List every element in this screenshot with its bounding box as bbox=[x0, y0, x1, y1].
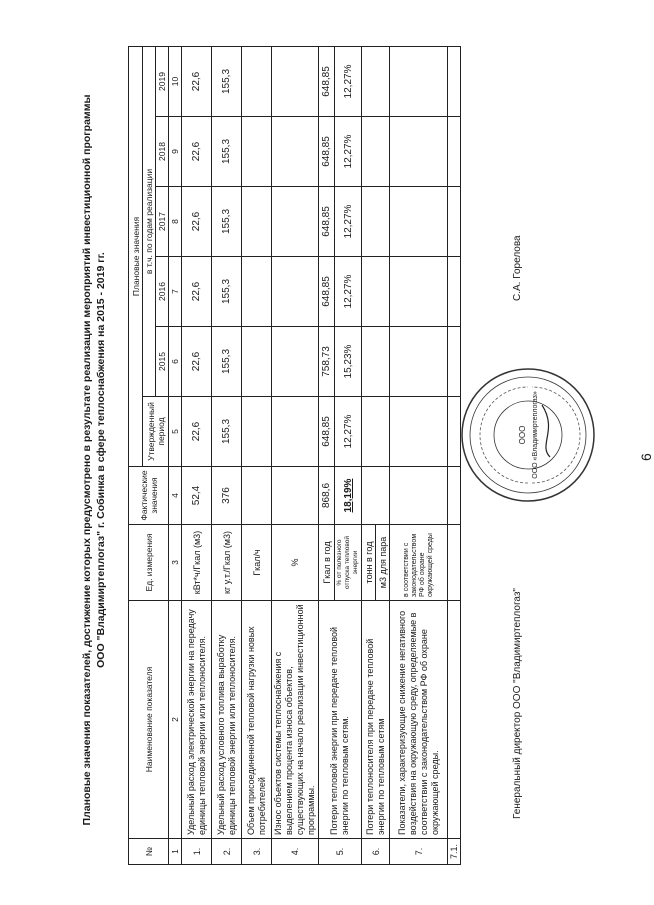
row-year-value: 648,85 bbox=[319, 46, 335, 116]
row-year-value bbox=[242, 187, 272, 257]
row-year-value bbox=[448, 46, 461, 116]
row-num: 2. bbox=[212, 839, 242, 865]
row-actual: 52,4 bbox=[182, 467, 212, 525]
row-year-value bbox=[242, 257, 272, 327]
row-year-value: 648,85 bbox=[319, 257, 335, 327]
header-unit: Ед. измерения bbox=[129, 525, 169, 601]
table-row bbox=[212, 46, 242, 864]
row-year-value bbox=[448, 187, 461, 257]
row-year-value bbox=[242, 327, 272, 397]
row-year-value bbox=[272, 46, 319, 116]
header-name: Наименование показателя bbox=[129, 601, 169, 839]
row-year-value bbox=[390, 257, 448, 327]
col-num: 4 bbox=[169, 467, 182, 525]
row-year-value bbox=[272, 117, 319, 187]
row-year-value: 12,27% bbox=[335, 46, 362, 116]
row-approved bbox=[242, 397, 272, 467]
row-name: Удельный расход условного топлива выработку единицы тепловой энергии или теплоносителя. bbox=[212, 601, 242, 839]
header-approved: Утвержденный период bbox=[143, 397, 169, 467]
page-number: 6 bbox=[638, 453, 654, 461]
row-approved bbox=[390, 397, 448, 467]
row-year-value: 22,6 bbox=[182, 327, 212, 397]
row-year-value: 12,27% bbox=[335, 257, 362, 327]
row-name: Удельный расход электрической энергии на передачу единицы тепловой энергии или теплоносителя. bbox=[182, 601, 212, 839]
table-row bbox=[390, 46, 448, 864]
row-num: 7. bbox=[390, 839, 448, 865]
row-actual: 376 bbox=[212, 467, 242, 525]
row-year-value: 155,3 bbox=[212, 257, 242, 327]
header-actual: Фактические значения bbox=[129, 467, 169, 525]
row-unit: тонн в год bbox=[362, 525, 376, 601]
row-unit: Гкал в год bbox=[319, 525, 335, 601]
table-row bbox=[319, 46, 335, 864]
signature-name: С.А. Горелова bbox=[512, 235, 523, 301]
row-year-value bbox=[242, 46, 272, 116]
row-year-value: 155,3 bbox=[212, 46, 242, 116]
signature-position: Генеральный директор ООО "Владимиртеплогаз" bbox=[512, 588, 523, 819]
row-year-value: 758,73 bbox=[319, 327, 335, 397]
col-num: 9 bbox=[169, 117, 182, 187]
row-year-value bbox=[362, 46, 390, 116]
row-year-value bbox=[362, 257, 390, 327]
title-line-1: Плановые значения показателей, достижение которых предусмотрено в результате реализации мероприятий инвестиционной программы bbox=[81, 94, 93, 826]
col-num: 2 bbox=[169, 601, 182, 839]
row-unit: кг у.т./Гкал (м3) bbox=[212, 525, 242, 601]
row-year-value: 22,6 bbox=[182, 46, 212, 116]
row-year-value bbox=[390, 117, 448, 187]
col-num: 7 bbox=[169, 257, 182, 327]
row-actual bbox=[242, 467, 272, 525]
row-unit bbox=[448, 525, 461, 601]
row-year-value: 648,85 bbox=[319, 117, 335, 187]
row-year-value: 155,3 bbox=[212, 117, 242, 187]
row-unit: кВт*ч/Гкал (м3) bbox=[182, 525, 212, 601]
row-year-value bbox=[390, 187, 448, 257]
table-row bbox=[242, 46, 272, 864]
row-year-value: 155,3 bbox=[212, 187, 242, 257]
title-line-2: ООО "Владимиртеплогаз" г. Собинка в сфере теплоснабжения на 2015 - 2019 гг. bbox=[95, 252, 107, 668]
row-num: 5. bbox=[319, 839, 362, 865]
row-num: 3. bbox=[242, 839, 272, 865]
row-year-value bbox=[448, 257, 461, 327]
row-year-value: 648,85 bbox=[319, 187, 335, 257]
stamp-label: ООО «Владимиртеплогаз» bbox=[532, 391, 539, 479]
col-num: 5 bbox=[169, 397, 182, 467]
row-actual bbox=[362, 467, 390, 525]
col-num: 1 bbox=[169, 839, 182, 865]
row-approved bbox=[362, 397, 390, 467]
row-num: 4. bbox=[272, 839, 319, 865]
col-num: 6 bbox=[169, 327, 182, 397]
table-row bbox=[362, 46, 376, 864]
row-name: Объем присоединенной тепловой нагрузки новых потребителей bbox=[242, 601, 272, 839]
row-approved-secondary: 12,27% bbox=[335, 397, 362, 467]
header-year: 2015 bbox=[156, 327, 169, 397]
row-name: Износ объектов системы теплоснабжения с выделением процента износа объектов, существующих на начало реализации инвестиционной программы. bbox=[272, 601, 319, 839]
svg-text:ООО: ООО bbox=[518, 425, 527, 445]
row-actual: 868,6 bbox=[319, 467, 335, 525]
col-num: 10 bbox=[169, 46, 182, 116]
indicators-table bbox=[128, 46, 461, 865]
company-stamp bbox=[458, 365, 598, 505]
header-planned: Плановые значения bbox=[129, 46, 143, 466]
col-num: 3 bbox=[169, 525, 182, 601]
row-year-value bbox=[390, 46, 448, 116]
row-year-value: 22,6 bbox=[182, 117, 212, 187]
row-year-value: 22,6 bbox=[182, 187, 212, 257]
col-num: 8 bbox=[169, 187, 182, 257]
row-name: Показатели, характеризующие снижение негативного воздействия на окружающую среду, определяемые в соответствии с законодательством РФ об охране окружающей среды. bbox=[390, 601, 448, 839]
row-year-value: 15,23% bbox=[335, 327, 362, 397]
row-year-value bbox=[272, 187, 319, 257]
row-unit-secondary: % от полезного отпуска тепловой энергии bbox=[335, 525, 362, 601]
row-approved: 155,3 bbox=[212, 397, 242, 467]
row-unit: % bbox=[272, 525, 319, 601]
row-year-value bbox=[272, 327, 319, 397]
row-year-value bbox=[448, 117, 461, 187]
row-unit-secondary: м3 для пара bbox=[376, 525, 390, 601]
row-year-value bbox=[242, 117, 272, 187]
row-year-value: 12,27% bbox=[335, 117, 362, 187]
row-year-value bbox=[362, 187, 390, 257]
document-title bbox=[80, 55, 108, 865]
table-row bbox=[272, 46, 319, 864]
row-unit: Гкал/ч bbox=[242, 525, 272, 601]
row-year-value bbox=[272, 257, 319, 327]
row-year-value: 12,27% bbox=[335, 187, 362, 257]
row-actual bbox=[390, 467, 448, 525]
row-name: Потери теплоносителя при передаче тепловой энергии по тепловым сетям bbox=[362, 601, 390, 839]
row-num: 1. bbox=[182, 839, 212, 865]
header-by-year: в т.ч. по годам реализации bbox=[143, 46, 156, 396]
row-num: 7.1. bbox=[448, 839, 461, 865]
row-year-value bbox=[362, 327, 390, 397]
row-year-value: 155,3 bbox=[212, 327, 242, 397]
header-num: № bbox=[129, 839, 169, 865]
row-name: Потери тепловой энергии при передаче тепловой энергии по тепловым сетям. bbox=[319, 601, 362, 839]
row-approved: 22,6 bbox=[182, 397, 212, 467]
row-unit: в соответствии с законодательством РФ об охране окружающей среды bbox=[390, 525, 448, 601]
row-year-value bbox=[362, 117, 390, 187]
row-year-value bbox=[390, 327, 448, 397]
row-num: 6. bbox=[362, 839, 390, 865]
row-year-value: 22,6 bbox=[182, 257, 212, 327]
table-row bbox=[182, 46, 212, 864]
header-year: 2018 bbox=[156, 117, 169, 187]
row-actual bbox=[272, 467, 319, 525]
row-name bbox=[448, 601, 461, 839]
header-year: 2017 bbox=[156, 187, 169, 257]
header-year: 2016 bbox=[156, 257, 169, 327]
row-approved: 648,85 bbox=[319, 397, 335, 467]
row-actual-secondary: 18,19% bbox=[335, 467, 362, 525]
header-year: 2019 bbox=[156, 46, 169, 116]
row-approved bbox=[272, 397, 319, 467]
